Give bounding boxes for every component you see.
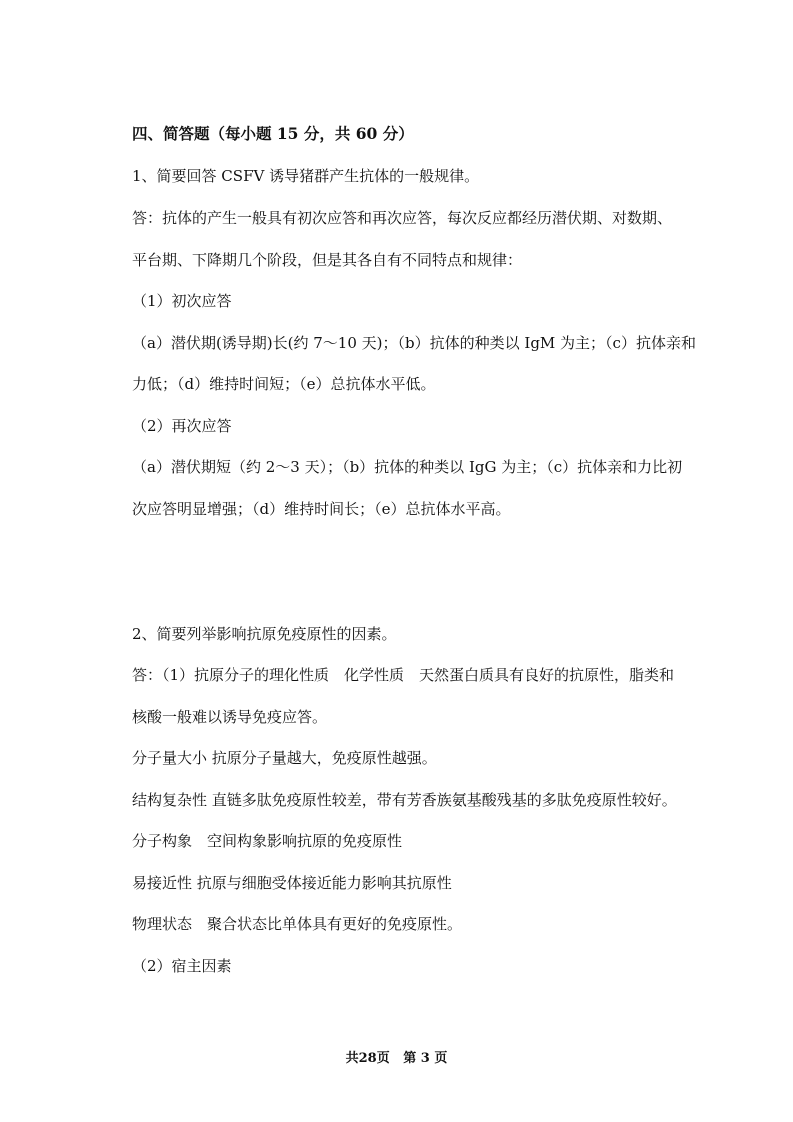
q1-secondary-line-2: 次应答明显增强；（d）维持时间长；（e）总抗体水平高。 — [132, 500, 511, 518]
page-footer — [0, 1047, 793, 1066]
q1-primary-line-1: （a）潜伏期(诱导期)长(约 7～10 天)；（b）抗体的种类以 IgM 为主；（c）抗体亲和 — [132, 334, 696, 352]
question-2: 2、简要列举影响抗原免疫原性的因素。 — [132, 625, 397, 643]
q2-host-factor: （2）宿主因素 — [132, 957, 232, 975]
q1-primary-line-2: 力低；（d）维持时间短；（e）总抗体水平低。 — [132, 375, 436, 393]
q1-answer-line-1: 答：抗体的产生一般具有初次应答和再次应答，每次反应都经历潜伏期、对数期、 — [132, 209, 673, 227]
q1-answer-line-2: 平台期、下降期几个阶段，但是其各自有不同特点和规律： — [132, 251, 523, 269]
q2-molecular-weight: 分子量大小 抗原分子量越大，免疫原性越强。 — [132, 749, 437, 767]
q1-secondary-response-title: （2）再次应答 — [132, 417, 232, 435]
q1-primary-response-title: （1）初次应答 — [132, 292, 232, 310]
q2-molecular-conformation: 分子构象 空间构象影响抗原的免疫原性 — [132, 832, 403, 850]
q2-physical-state: 物理状态 聚合状态比单体具有更好的免疫原性。 — [132, 915, 463, 933]
q2-answer-line-1: 答：（1）抗原分子的理化性质 化学性质 天然蛋白质具有良好的抗原性，脂类和 — [132, 666, 675, 684]
page-number-label: 共28页 第 3 页 — [345, 1051, 448, 1066]
q2-accessibility: 易接近性 抗原与细胞受体接近能力影响其抗原性 — [132, 874, 452, 892]
q1-secondary-line-1: （a）潜伏期短（约 2～3 天）；（b）抗体的种类以 IgG 为主；（c）抗体亲和力比初 — [132, 458, 683, 476]
section-heading: 四、简答题（每小题 15 分，共 60 分） — [132, 124, 414, 143]
q2-structural-complexity: 结构复杂性 直链多肽免疫原性较差，带有芳香族氨基酸残基的多肽免疫原性较好。 — [132, 791, 677, 809]
question-1: 1、简要回答 CSFV 诱导猪群产生抗体的一般规律。 — [132, 167, 480, 185]
q2-answer-line-2: 核酸一般难以诱导免疫应答。 — [132, 708, 328, 726]
